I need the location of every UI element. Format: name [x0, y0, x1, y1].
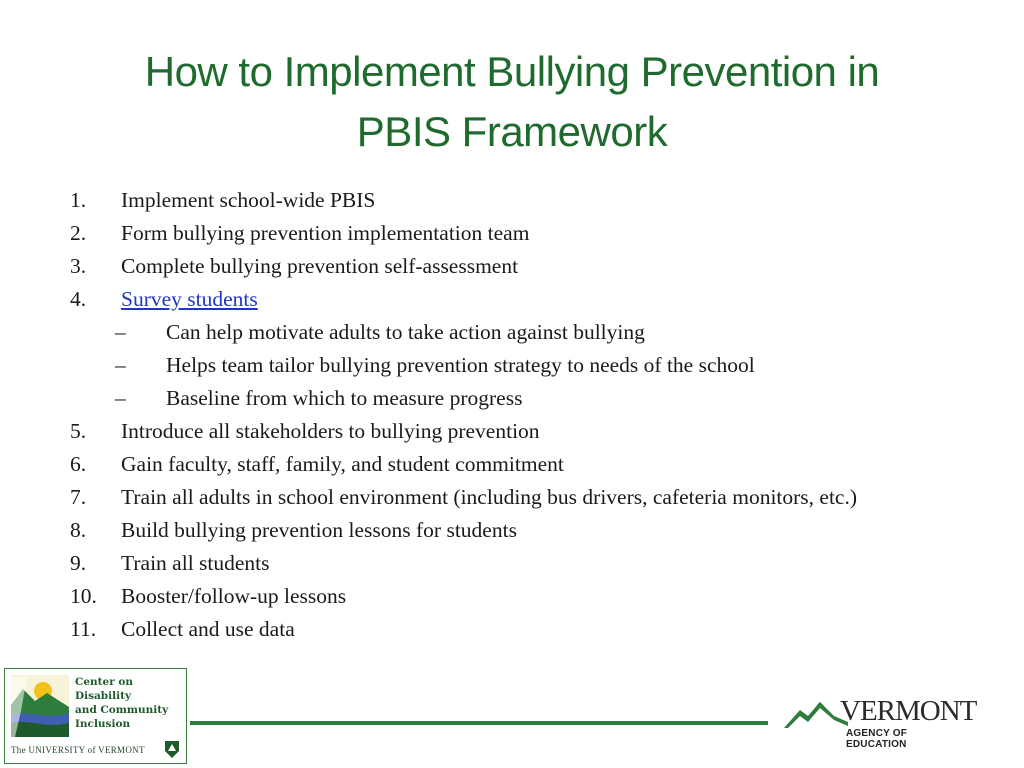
list-text: Train all adults in school environment (including bus drivers, cafeteria monitors, etc.) [121, 485, 858, 509]
dash-bullet: – [115, 353, 126, 377]
dash-bullet: – [115, 386, 126, 410]
sub-list-text: Can help motivate adults to take action against bullying [166, 320, 645, 344]
list-number: 10. [70, 584, 97, 608]
list-number: 8. [70, 518, 87, 542]
uvm-wordmark: The UNIVERSITY of VERMONT [11, 745, 145, 755]
list-item [70, 250, 950, 283]
sub-list-text: Helps team tailor bullying prevention strategy to needs of the school [166, 353, 755, 377]
list-item [70, 613, 950, 646]
list-text: Gain faculty, staff, family, and student commitment [121, 452, 564, 476]
list-item [70, 547, 950, 580]
sub-list-item [70, 349, 950, 382]
list-item [70, 184, 950, 217]
sub-list-item [70, 382, 950, 415]
list-text: Introduce all stakeholders to bullying prevention [121, 419, 540, 443]
list-text: Booster/follow-up lessons [121, 584, 347, 608]
footer-divider [190, 721, 768, 725]
list-number: 9. [70, 551, 87, 575]
vermont-agency-logo [784, 694, 977, 750]
list-text: Build bullying prevention lessons for students [121, 518, 517, 542]
cdci-name: Center on Disability and Community Inclusion [75, 676, 169, 730]
list-number: 5. [70, 419, 87, 443]
title-line-2: PBIS Framework [356, 108, 668, 155]
list-text: Form bullying prevention implementation team [121, 221, 530, 245]
list-item [70, 415, 950, 448]
list-item [70, 481, 950, 514]
list-number: 2. [70, 221, 87, 245]
cdci-logo [4, 668, 187, 764]
survey-students-link[interactable]: Survey students [121, 287, 258, 311]
list-number: 6. [70, 452, 87, 476]
uvm-crest-icon [163, 739, 181, 759]
vermont-landscape-icon [7, 671, 73, 743]
agency-of-education-label: AGENCY OF EDUCATION [846, 728, 908, 750]
sub-list-text: Baseline from which to measure progress [166, 386, 523, 410]
list-text: Collect and use data [121, 617, 295, 641]
title-line-1: How to Implement Bullying Prevention in [144, 48, 880, 95]
list-item [70, 448, 950, 481]
list-item [70, 283, 950, 316]
list-item [70, 217, 950, 250]
vermont-wordmark: VERMONT [840, 695, 977, 727]
list-number: 4. [70, 287, 87, 311]
list-text: Train all students [121, 551, 270, 575]
sub-list-item [70, 316, 950, 349]
list-item [70, 514, 950, 547]
dash-bullet: – [115, 320, 126, 344]
slide-title [40, 42, 984, 162]
list-number: 1. [70, 188, 87, 212]
steps-list [70, 184, 950, 646]
mountain-icon [784, 698, 848, 732]
list-number: 3. [70, 254, 87, 278]
list-text: Complete bullying prevention self-assessment [121, 254, 519, 278]
list-number: 7. [70, 485, 87, 509]
list-item [70, 580, 950, 613]
list-number: 11. [70, 617, 97, 641]
list-text: Implement school-wide PBIS [121, 188, 376, 212]
